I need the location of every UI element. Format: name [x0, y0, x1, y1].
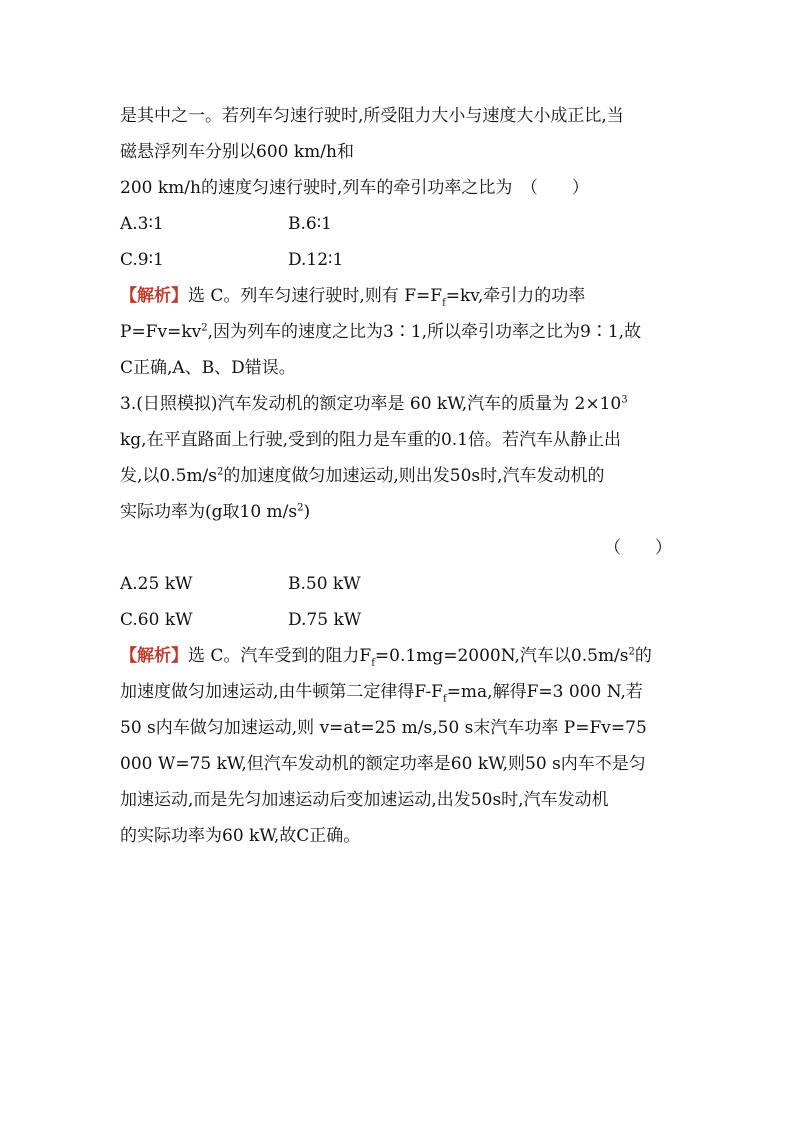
option-b: B.6∶1: [288, 214, 332, 234]
analysis-3-line-2: 加速度做匀加速运动,由牛顿第二定律得$F-F_f=ma$,解得F=3 000 N,若: [120, 682, 643, 705]
question-2-line-1: 是其中之一。若列车匀速行驶时,所受阻力大小与速度大小成正比,当: [120, 106, 624, 126]
option-d: D.75 kW: [288, 610, 362, 630]
analysis-3-line-1: 【解析】选 C。汽车受到的阻力$F_f=0.1mg=2000N$,汽车以$0.5m/s^2$的: [120, 646, 652, 669]
analysis-2-line-3: C正确,A、B、D错误。: [120, 358, 296, 378]
answer-bracket: （ ）: [604, 538, 672, 558]
question-2-line-2: 磁悬浮列车分别以600 km/h和: [120, 142, 354, 162]
analysis-label: 【解析】: [120, 286, 188, 306]
analysis-2-line-2: $P=Fv=kv^2$,因为列车的速度之比为3∶1,所以牵引功率之比为9∶1,故: [120, 322, 642, 342]
question-2-options-row-1: [120, 206, 680, 242]
question-3-options-row-1: [120, 566, 680, 602]
question-2-options-row-2: [120, 242, 680, 278]
analysis-3-line-5: 加速运动,而是先匀加速运动后变加速运动,出发50s时,汽车发动机: [120, 790, 609, 810]
question-3-line-4: 实际功率为(g取10 $m/s^2$): [120, 502, 311, 522]
analysis-2-line-1: 【解析】选 C。列车匀速行驶时,则有 $F=F_f=kv$,牵引力的功率: [120, 286, 586, 309]
question-3-line-3: 发,以$0.5m/s^2$的加速度做匀加速运动,则出发50s时,汽车发动机的: [120, 466, 605, 486]
document-page: [120, 98, 680, 854]
question-3-line-1: 3.(日照模拟)汽车发动机的额定功率是 60 kW,汽车的质量为 $2\times 10^3$: [120, 394, 628, 414]
analysis-label: 【解析】: [120, 646, 188, 666]
question-2-line-3: 200 km/h的速度匀速行驶时,列车的牵引功率之比为 （ ）: [120, 178, 589, 198]
option-c: C.60 kW: [120, 610, 193, 630]
option-b: B.50 kW: [288, 574, 361, 594]
question-3-line-2: kg,在平直路面上行驶,受到的阻力是车重的0.1倍。若汽车从静止出: [120, 430, 622, 450]
option-a: A.3∶1: [120, 214, 164, 234]
option-a: A.25 kW: [120, 574, 193, 594]
analysis-3-line-6: 的实际功率为60 kW,故C正确。: [120, 826, 361, 846]
question-3-options-row-2: [120, 602, 680, 638]
option-d: D.12∶1: [288, 250, 344, 270]
analysis-3-line-3: 50 s内车做匀加速运动,则 v=at=25 m/s,50 s末汽车功率 P=Fv=75: [120, 718, 647, 738]
analysis-3-line-4: 000 W=75 kW,但汽车发动机的额定功率是60 kW,则50 s内车不是匀: [120, 754, 646, 774]
option-c: C.9∶1: [120, 250, 164, 270]
